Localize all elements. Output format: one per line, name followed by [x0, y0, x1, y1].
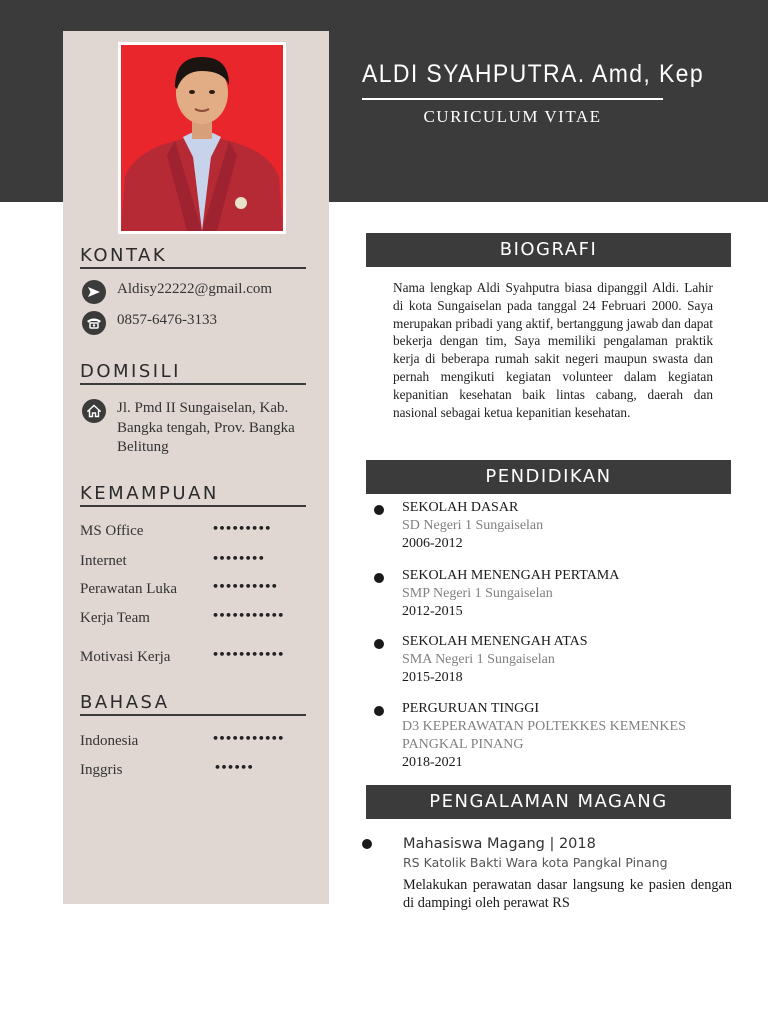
education-school: D3 KEPERAWATAN POLTEKKES KEMENKES — [402, 719, 686, 734]
language-name: Indonesia — [80, 733, 139, 749]
education-item — [374, 567, 734, 621]
send-icon — [82, 280, 106, 304]
languages-heading: BAHASA — [80, 692, 306, 716]
internship-description: Melakukan perawatan dasar langsung ke pasien dengan di dampingi oleh perawat RS — [403, 877, 732, 911]
bullet-icon — [374, 573, 384, 583]
name-underline — [362, 98, 663, 100]
contact-email: Aldisy22222@gmail.com — [117, 281, 273, 297]
contact-email-row — [82, 280, 272, 304]
skill-name: Perawatan Luka — [80, 581, 178, 597]
address-line: Belitung — [117, 439, 169, 455]
contact-phone-row — [82, 311, 217, 335]
education-item — [374, 499, 734, 553]
cv-subtitle: CURICULUM VITAE — [423, 107, 602, 126]
skill-rating: ••••••••••• — [212, 648, 284, 661]
applicant-name: ALDI SYAHPUTRA. Amd, Kep — [362, 60, 705, 88]
education-heading: PENDIDIKAN — [366, 460, 731, 494]
skill-rating: ••••••••• — [212, 522, 271, 535]
education-years: 2018-2021 — [402, 755, 463, 770]
skill-rating: ••••••••••• — [212, 609, 284, 622]
education-level: SEKOLAH DASAR — [402, 500, 519, 515]
education-level: PERGURUAN TINGGI — [402, 701, 540, 716]
bullet-icon — [362, 839, 372, 849]
education-years: 2012-2015 — [402, 604, 463, 619]
internship-heading: PENGALAMAN MAGANG — [366, 785, 731, 819]
education-school: SMP Negeri 1 Sungaiselan — [402, 586, 553, 601]
skill-name: MS Office — [80, 523, 144, 539]
skill-name: Motivasi Kerja — [80, 649, 171, 665]
internship-item — [362, 834, 732, 912]
home-icon — [82, 399, 106, 423]
address-line: Jl. Pmd II Sungaiselan, Kab. — [117, 400, 289, 416]
education-years: 2006-2012 — [402, 536, 463, 551]
phone-icon — [82, 311, 106, 335]
contact-heading: KONTAK — [80, 245, 306, 269]
skill-name: Kerja Team — [80, 610, 150, 626]
education-item — [374, 633, 734, 687]
skills-heading: KEMAMPUAN — [80, 483, 306, 507]
skill-name: Internet — [80, 553, 127, 569]
address-line: Bangka tengah, Prov. Bangka — [117, 419, 295, 436]
education-level: SEKOLAH MENENGAH ATAS — [402, 634, 588, 649]
language-rating: •••••• — [214, 761, 254, 774]
language-name: Inggris — [80, 762, 123, 778]
education-school: PANGKAL PINANG — [402, 737, 524, 752]
person-illustration — [121, 45, 283, 231]
education-school: SD Negeri 1 Sungaiselan — [402, 518, 544, 533]
internship-title: Mahasiswa Magang | 2018 — [403, 836, 596, 852]
bullet-icon — [374, 639, 384, 649]
biography-text: Nama lengkap Aldi Syahputra biasa dipanggil Aldi. Lahir di kota Sungaiselan pada tanggal 24 Februari 2000. Saya merupakan pribadi yang aktif, bertanggung jawab dan dapat bekerja dengan tim, Saya memiliki pengalaman praktik kerja di beberapa rumah sakit negeri maupun swasta dan pernah mengikuti kegiatan volunteer dalam kegiatan kepanitian kesehatan baik lintas cabang, daerah dan nasional sebagai ketua kepanitian kesehatan. — [393, 280, 713, 420]
skill-rating: •••••••• — [212, 552, 265, 565]
education-years: 2015-2018 — [402, 670, 463, 685]
profile-photo-background — [121, 45, 283, 231]
internship-place: RS Katolik Bakti Wara kota Pangkal Pinang — [403, 855, 668, 870]
education-item — [374, 700, 734, 772]
education-level: SEKOLAH MENENGAH PERTAMA — [402, 568, 620, 583]
domicile-heading: DOMISILI — [80, 361, 306, 385]
domicile-address — [117, 399, 295, 458]
bullet-icon — [374, 505, 384, 515]
contact-phone: 0857-6476-3133 — [117, 312, 217, 328]
biography-heading: BIOGRAFI — [366, 233, 731, 267]
profile-photo — [118, 42, 286, 234]
education-school: SMA Negeri 1 Sungaiselan — [402, 652, 555, 667]
skill-rating: •••••••••• — [212, 580, 278, 593]
domicile-row — [82, 399, 295, 458]
language-rating: ••••••••••• — [212, 732, 284, 745]
bullet-icon — [374, 706, 384, 716]
